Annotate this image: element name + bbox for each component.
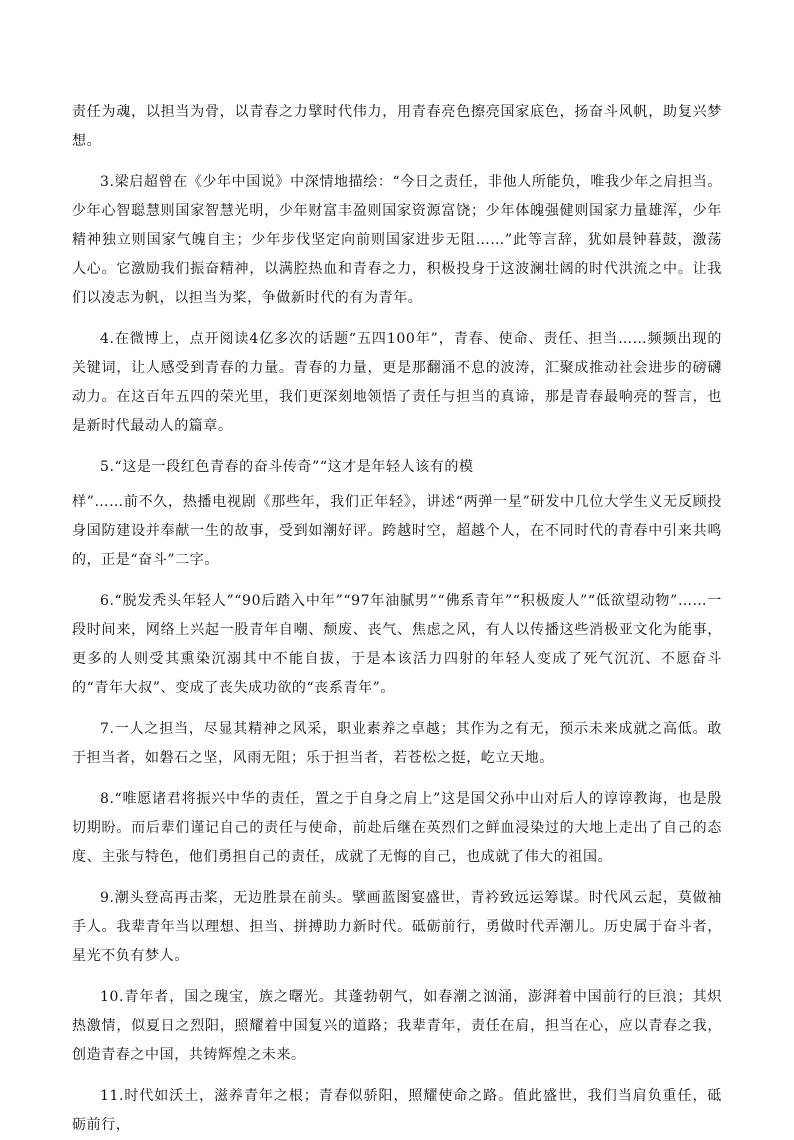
paragraph-2-continued: 责任为魂，以担当为骨，以青春之力擘时代伟力，用青春亮色擦亮国家底色，扬奋斗风帆，助复兴梦想。: [72, 104, 722, 149]
paragraph-11: 11.时代如沃土，滋养青年之根；青春似骄阳，照耀使命之路。值此盛世，我们当肩负重任，砥砺前行，: [72, 1088, 722, 1133]
paragraph-5-body: 样”……前不久，热播电视剧《那些年，我们正年轻》，讲述“两弹一星”研发中几位大学生义无反顾投身国防建设并奉献一生的故事，受到如潮好评。跨越时空，超越个人，在不同时代的青春中引来共鸣的，正是“奋斗”二字。: [72, 494, 722, 568]
paragraph-5-heading: 5.“这是一段红色青春的奋斗传奇”“这才是年轻人该有的模: [100, 459, 474, 475]
paragraph-8: 8.“唯愿诸君将振兴中华的责任，置之于自身之肩上”这是国父孙中山对后人的谆谆教诲，也是殷切期盼。而后辈们谨记自己的责任与使命，前赴后继在英烈们之鲜血浸染过的大地上走出了自己的态度、主张与特色，他们勇担自己的责任，成就了无悔的自己，也成就了伟大的祖国。: [72, 791, 722, 865]
paragraph-3: 3.梁启超曾在《少年中国说》中深情地描绘：“今日之责任，非他人所能负，唯我少年之肩担当。少年心智聪慧则国家智慧光明，少年财富丰盈则国家资源富饶；少年体魄强健则国家力量雄浑，少年精神独立则国家气魄自主；少年步伐坚定向前则国家进步无阻……”此等言辞，犹如晨钟暮鼓，激荡人心。它激励我们振奋精神，以满腔热血和青春之力，积极投身于这波澜壮阔的时代洪流之中。让我们以凌志为帆，以担当为桨，争做新时代的有为青年。: [72, 174, 722, 306]
paragraph-6: 6.“脱发秃头年轻人”“90后踏入中年”“97年油腻男”“佛系青年”“积极废人”“低欲望动物”……一段时间来，网络上兴起一股青年自嘲、颓废、丧气、焦虑之风，有人以传播这些消极亚文化为能事，更多的人则受其熏染沉溺其中不能自拔，于是本该活力四射的年轻人变成了死气沉沉、不愿奋斗的“青年大叔”、变成了丧失成功欲的“丧系青年”。: [72, 593, 722, 696]
paragraph-10: 10.青年者，国之瑰宝，族之曙光。其蓬勃朝气，如春潮之汹涌，澎湃着中国前行的巨浪；其炽热激情，似夏日之烈阳，照耀着中国复兴的道路；我辈青年，责任在肩，担当在心，应以青春之我，创造青春之中国，共铸辉煌之未来。: [72, 989, 722, 1063]
paragraph-4: 4.在微博上，点开阅读4亿多次的话题“五四100年”，青春、使命、责任、担当……频频出现的关键词，让人感受到青春的力量。青春的力量，更是那翻涌不息的波涛，汇聚成推动社会进步的磅礴动力。在这百年五四的荣光里，我们更深刻地领悟了责任与担当的真谛，那是青春最响亮的誓言，也是新时代最动人的篇章。: [72, 331, 722, 434]
paragraph-7: 7.一人之担当，尽显其精神之风采，职业素养之卓越；其作为之有无，预示未来成就之高低。敢于担当者，如磐石之坚，风雨无阻；乐于担当者，若苍松之挺，屹立天地。: [72, 721, 722, 766]
paragraph-9: 9.潮头登高再击桨，无边胜景在前头。擘画蓝图宴盛世，青衿致远运筹谋。时代风云起，莫做袖手人。我辈青年当以理想、担当、拼搏助力新时代。砥砺前行，勇做时代弄潮儿。历史属于奋斗者，星光不负有梦人。: [72, 890, 722, 964]
